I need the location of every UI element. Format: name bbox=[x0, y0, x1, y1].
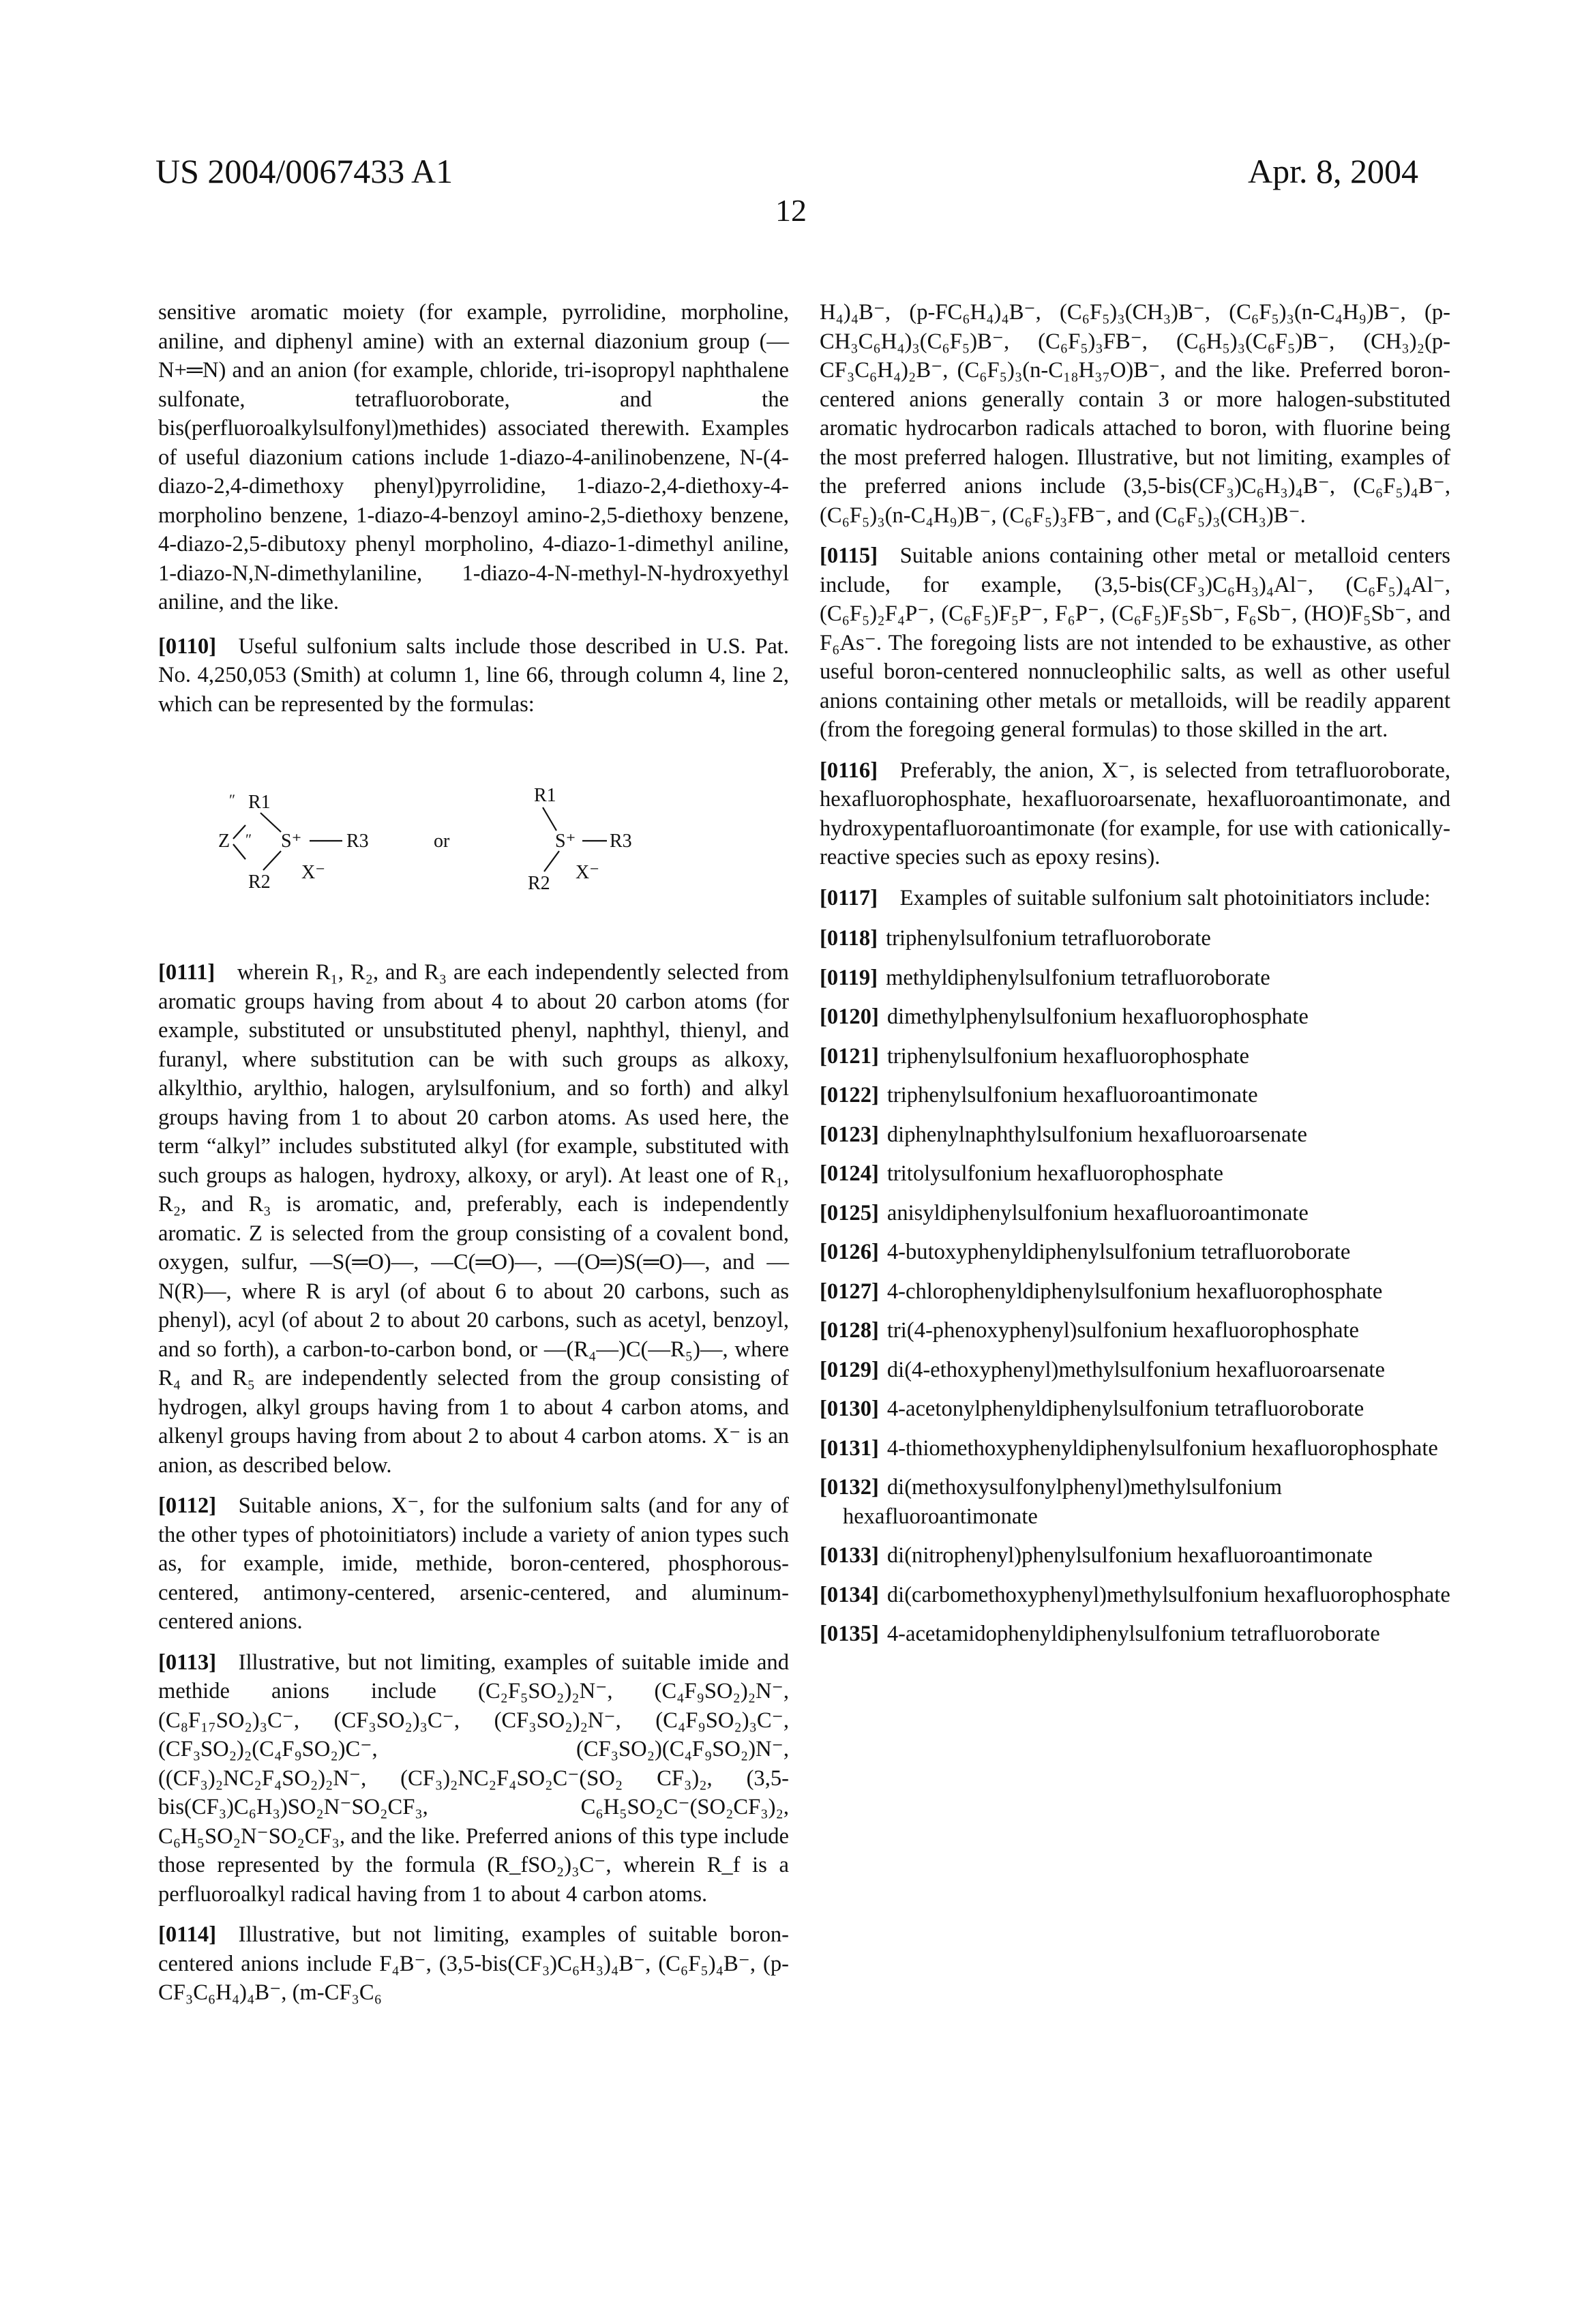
paragraph-number: [0112] bbox=[158, 1493, 239, 1518]
item-number: [0123] bbox=[820, 1122, 879, 1147]
list-item bbox=[820, 1541, 1450, 1570]
publication-number: US 2004/0067433 A1 bbox=[155, 151, 453, 191]
left-column bbox=[158, 298, 789, 2019]
paragraph-0112 bbox=[158, 1491, 789, 1637]
item-number: [0132] bbox=[820, 1475, 879, 1500]
list-item bbox=[820, 1199, 1450, 1228]
item-number: [0131] bbox=[820, 1436, 879, 1461]
left-z-label: Z bbox=[218, 831, 230, 852]
paragraph-text: Preferably, the anion, X⁻, is selected from tetrafluoroborate, hexafluorophosphate, hexafluoroarsenate, hexafluoroantimonate, and hydroxypentafluoroantimonate (for example, for use with cationically-reactive species such as epoxy resins). bbox=[820, 758, 1450, 870]
publication-date: Apr. 8, 2004 bbox=[1248, 151, 1418, 191]
item-number: [0120] bbox=[820, 1004, 879, 1029]
item-number: [0119] bbox=[820, 966, 878, 990]
list-item bbox=[820, 1620, 1450, 1649]
item-number: [0134] bbox=[820, 1583, 879, 1607]
left-prime-mark: ″ bbox=[229, 791, 235, 808]
right-r2-label: R2 bbox=[528, 873, 550, 894]
right-x-label: X⁻ bbox=[576, 862, 599, 883]
or-label: or bbox=[434, 831, 450, 852]
list-item bbox=[820, 1159, 1450, 1189]
paragraph-text: wherein R₁, R₂, and R₃ are each independently selected from aromatic groups having from about 4 to about 20 carbon atoms (for example, substituted or unsubstituted phenyl, naphthyl, thienyl, and furanyl, where substitution can be with such groups as alkoxy, alkylthio, arylthio, halogen, arylsulfonium, and so forth) and alkyl groups having from 1 to about 20 carbon atoms. As used here, the term “alkyl” includes substituted alkyl (for example, substituted with such groups as halogen, hydroxy, alkoxy, or aryl). At least one of R₁, R₂, and R₃ is aromatic, and, preferably, each is independently aromatic. Z is selected from the group consisting of a covalent bond, oxygen, sulfur, —S(═O)—, —C(═O)—, —(O═)S(═O)—, and —N(R)—, where R is aryl (of about 6 to about 20 carbons, such as phenyl), acyl (of about 2 to about 20 carbons, such as acetyl, benzoyl, and so forth), a carbon-to-carbon bond, or —(R₄—)C(—R₅)—, where R₄ and R₅ are independently selected from the group consisting of hydrogen, alkyl groups having from 1 to about 4 carbon atoms, and alkenyl groups having from about 2 to about 4 carbon atoms. X⁻ is an anion, as described below. bbox=[158, 960, 789, 1478]
right-r3-label: R3 bbox=[610, 831, 632, 852]
bond-line bbox=[543, 807, 556, 831]
bond-line bbox=[233, 825, 245, 839]
item-number: [0121] bbox=[820, 1044, 879, 1069]
paragraph-0111 bbox=[158, 958, 789, 1480]
paragraph-text: Useful sulfonium salts include those described in U.S. Pat. No. 4,250,053 (Smith) at column 1, line 66, through column 4, line 2, which can be represented by the formulas: bbox=[158, 634, 789, 717]
paragraph-number: [0113] bbox=[158, 1650, 239, 1675]
bond-line bbox=[233, 844, 245, 859]
paragraph-number: [0117] bbox=[820, 886, 900, 910]
paragraph-0117 bbox=[820, 884, 1450, 913]
left-r3-label: R3 bbox=[346, 831, 369, 852]
list-item bbox=[820, 1120, 1450, 1150]
item-text: 4-acetamidophenyldiphenylsulfonium tetrafluoroborate bbox=[887, 1622, 1380, 1646]
item-text: methyldiphenylsulfonium tetrafluoroborate bbox=[886, 966, 1270, 990]
item-text: anisyldiphenylsulfonium hexafluoroantimonate bbox=[887, 1201, 1309, 1225]
item-number: [0122] bbox=[820, 1083, 879, 1107]
right-r1-label: R1 bbox=[534, 785, 556, 806]
left-r1-label: R1 bbox=[248, 792, 271, 813]
right-s-label: S⁺ bbox=[555, 831, 576, 852]
item-text: triphenylsulfonium hexafluorophosphate bbox=[887, 1044, 1249, 1069]
bond-line bbox=[263, 851, 281, 870]
item-number: [0127] bbox=[820, 1279, 879, 1304]
item-text: di(methoxysulfonylphenyl)methylsulfonium hexafluoroantimonate bbox=[843, 1475, 1282, 1529]
list-item bbox=[820, 1473, 1450, 1531]
item-number: [0125] bbox=[820, 1201, 879, 1225]
list-item bbox=[820, 1581, 1450, 1610]
item-number: [0133] bbox=[820, 1543, 879, 1568]
list-item bbox=[820, 1277, 1450, 1307]
paragraph-number: [0111] bbox=[158, 960, 237, 985]
paragraph-number: [0116] bbox=[820, 758, 900, 783]
item-text: diphenylnaphthylsulfonium hexafluoroarsenate bbox=[887, 1122, 1307, 1147]
paragraph-text: Illustrative, but not limiting, examples of suitable boron-centered anions include F₄B⁻, (3,5-bis(CF₃)C₆H₃)₄B⁻, (C₆F₅)₄B⁻, (p-CF₃C₆H₄)₄B⁻, (m-CF₃C₆ bbox=[158, 1922, 789, 2005]
item-text: dimethylphenylsulfonium hexafluorophosphate bbox=[887, 1004, 1309, 1029]
paragraph-number: [0110] bbox=[158, 634, 239, 659]
sulfonium-formula-figure bbox=[158, 736, 789, 944]
item-number: [0129] bbox=[820, 1358, 879, 1382]
item-number: [0124] bbox=[820, 1161, 879, 1186]
item-number: [0128] bbox=[820, 1318, 879, 1343]
item-text: di(4-ethoxyphenyl)methylsulfonium hexafluoroarsenate bbox=[887, 1358, 1385, 1382]
paragraph-text: Examples of suitable sulfonium salt photoinitiators include: bbox=[900, 886, 1431, 910]
item-number: [0130] bbox=[820, 1397, 879, 1421]
paragraph-text: Illustrative, but not limiting, examples of suitable imide and methide anions include (C₂F₅SO₂)₂N⁻, (C₄F₉SO₂)₂N⁻, (C₈F₁₇SO₂)₃C⁻, (CF₃SO₂)₃C⁻, (CF₃SO₂)₂N⁻, (C₄F₉SO₂)₃C⁻, (CF₃SO₂)₂(C₄F₉SO₂)C⁻, (CF₃SO₂)(C₄F₉SO₂)N⁻, ((CF₃)₂NC₂F₄SO₂)₂N⁻, (CF₃)₂NC₂F₄SO₂C⁻(SO₂ CF₃)₂, (3,5-bis(CF₃)C₆H₃)SO₂N⁻SO₂CF₃, C₆H₅SO₂C⁻(SO₂CF₃)₂, C₆H₅SO₂N⁻SO₂CF₃, and the like. Preferred anions of this type include those represented by the formula (R_fSO₂)₃C⁻, wherein R_f is a perfluoroalkyl radical having from 1 to about 4 carbon atoms. bbox=[158, 1650, 789, 1907]
item-text: di(nitrophenyl)phenylsulfonium hexafluoroantimonate bbox=[887, 1543, 1373, 1568]
item-text: tritolysulfonium hexafluorophosphate bbox=[887, 1161, 1223, 1186]
item-number: [0135] bbox=[820, 1622, 879, 1646]
item-text: di(carbomethoxyphenyl)methylsulfonium hexafluorophosphate bbox=[887, 1583, 1450, 1607]
left-prime-mark: ″ bbox=[245, 831, 252, 848]
item-text: tri(4-phenoxyphenyl)sulfonium hexafluorophosphate bbox=[887, 1318, 1359, 1343]
item-text: 4-chlorophenyldiphenylsulfonium hexafluorophosphate bbox=[887, 1279, 1383, 1304]
list-item bbox=[820, 1395, 1450, 1424]
list-item bbox=[820, 1434, 1450, 1463]
paragraph-text: Suitable anions containing other metal or metalloid centers include, for example, (3,5-bis(CF₃)C₆H₃)₄Al⁻, (C₆F₅)₄Al⁻, (C₆F₅)₂F₄P⁻, (C₆F₅)F₅P⁻, F₆P⁻, (C₆F₅)F₅Sb⁻, F₆Sb⁻, (HO)F₅Sb⁻, and F₆As⁻. The foregoing lists are not intended to be exhaustive, as other useful boron-centered nonnucleophilic salts, as well as other useful anions containing other metals or metalloids, will be readily apparent (from the foregoing general formulas) to those skilled in the art. bbox=[820, 543, 1450, 742]
paragraph-continued: sensitive aromatic moiety (for example, pyrrolidine, morpholine, aniline, and diphenyl amine) with an external diazonium group (—N+═N) and an anion (for example, chloride, tri-isopropyl naphthalene sulfonate, tetrafluoroborate, and the bis(perfluoroalkylsulfonyl)methides) associated therewith. Examples of useful diazonium cations include 1-diazo-4-anilinobenzene, N-(4-diazo-2,4-dimethoxy phenyl)pyrrolidine, 1-diazo-2,4-diethoxy-4-morpholino benzene, 1-diazo-4-benzoyl amino-2,5-diethoxy benzene, 4-diazo-2,5-dibutoxy phenyl morpholino, 4-diazo-1-dimethyl aniline, 1-diazo-N,N-dimethylaniline, 1-diazo-4-N-methyl-N-hydroxyethyl aniline, and the like. bbox=[158, 298, 789, 617]
list-item bbox=[820, 1042, 1450, 1071]
item-text: 4-thiomethoxyphenyldiphenylsulfonium hexafluorophosphate bbox=[887, 1436, 1438, 1461]
list-item bbox=[820, 964, 1450, 993]
list-item bbox=[820, 1081, 1450, 1110]
left-s-label: S⁺ bbox=[281, 831, 301, 852]
paragraph-0114 bbox=[158, 1920, 789, 2008]
item-text: 4-acetonylphenyldiphenylsulfonium tetrafluoroborate bbox=[887, 1397, 1364, 1421]
paragraph-number: [0114] bbox=[158, 1922, 239, 1947]
paragraph-continued: H₄)₄B⁻, (p-FC₆H₄)₄B⁻, (C₆F₅)₃(CH₃)B⁻, (C₆F₅)₃(n-C₄H₉)B⁻, (p-CH₃C₆H₄)₃(C₆F₅)B⁻, (C₆F₅)₃FB⁻, (C₆H₅)₃(C₆F₅)B⁻, (CH₃)₂(p-CF₃C₆H₄)₂B⁻, (C₆F₅)₃(n-C₁₈H₃₇O)B⁻, and the like. Preferred boron-centered anions generally contain 3 or more halogen-substituted aromatic hydrocarbon radicals attached to boron, with fluorine being the most preferred halogen. Illustrative, but not limiting, examples of the preferred anions include (3,5-bis(CF₃)C₆H₃)₄B⁻, (C₆F₅)₄B⁻, (C₆F₅)₃(n-C₄H₉)B⁻, (C₆F₅)₃FB⁻, and (C₆F₅)₃(CH₃)B⁻. bbox=[820, 298, 1450, 530]
right-column bbox=[820, 298, 1450, 1659]
paragraph-text: Suitable anions, X⁻, for the sulfonium salts (and for any of the other types of photoinitiators) include a variety of anion types such as, for example, imide, methide, boron-centered, phosphorous-centered, antimony-centered, arsenic-centered, and aluminum-centered anions. bbox=[158, 1493, 789, 1634]
paragraph-0113 bbox=[158, 1648, 789, 1909]
item-text: triphenylsulfonium tetrafluoroborate bbox=[886, 926, 1211, 951]
list-item bbox=[820, 924, 1450, 953]
page-number: 12 bbox=[0, 192, 1582, 228]
list-item bbox=[820, 1238, 1450, 1267]
photoinitiator-list bbox=[820, 924, 1450, 1649]
item-number: [0126] bbox=[820, 1240, 879, 1264]
list-item bbox=[820, 1356, 1450, 1385]
paragraph-0116 bbox=[820, 756, 1450, 872]
item-number: [0118] bbox=[820, 926, 878, 951]
left-x-label: X⁻ bbox=[301, 862, 325, 883]
bond-line bbox=[260, 813, 281, 832]
list-item bbox=[820, 1002, 1450, 1032]
paragraph-number: [0115] bbox=[820, 543, 900, 568]
left-r2-label: R2 bbox=[248, 872, 271, 893]
item-text: 4-butoxyphenyldiphenylsulfonium tetrafluoroborate bbox=[887, 1240, 1350, 1264]
list-item bbox=[820, 1316, 1450, 1345]
item-text: triphenylsulfonium hexafluoroantimonate bbox=[887, 1083, 1258, 1107]
chemical-structure bbox=[158, 736, 789, 944]
paragraph-0110 bbox=[158, 632, 789, 719]
paragraph-0115 bbox=[820, 541, 1450, 745]
bond-line bbox=[544, 851, 559, 872]
